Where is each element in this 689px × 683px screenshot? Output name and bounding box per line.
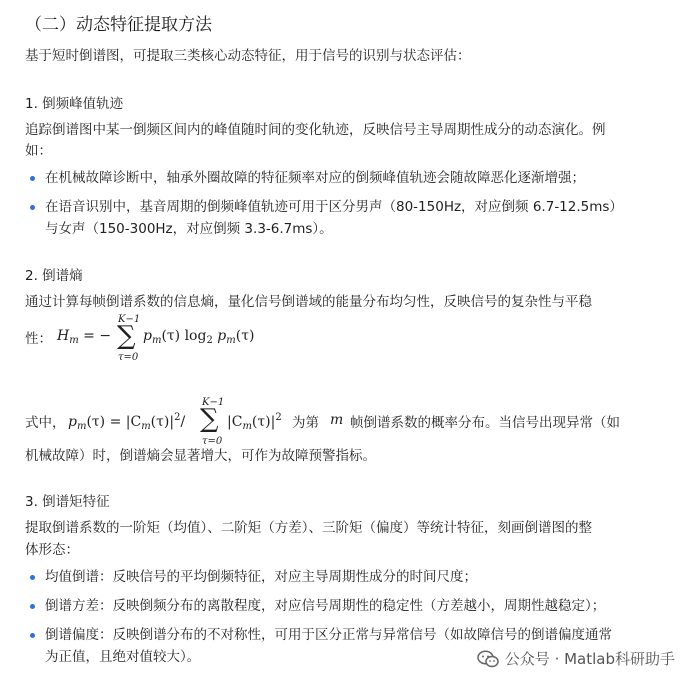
sum-sign-icon: ∑ [117, 321, 136, 351]
s1-bullet2-line2: 与女声（150-300Hz，对应倒频 3.3-6.7ms）。 [45, 221, 333, 237]
watermark [477, 648, 675, 669]
s1-bullet1: 在机械故障诊断中，轴承外圈故障的特征频率对应的倒频峰值轨迹会随故障恶化逐渐增强； [45, 170, 585, 186]
section-heading: （二）动态特征提取方法 [25, 15, 212, 35]
sum-sign-icon: ∑ [200, 404, 219, 434]
sum-lower-limit: τ=0 [118, 352, 139, 363]
bullet-dot [30, 604, 35, 609]
s1-title: 1. 倒频峰值轨迹 [25, 96, 124, 112]
sum-lower-limit: τ=0 [202, 436, 223, 447]
prob-formula-lhs: $p_m(\tau) = |C_m(\tau)|^2/$ [68, 412, 186, 432]
s2-para-line2: 性： [25, 331, 52, 347]
s3-para-line2: 体形态： [25, 542, 79, 558]
s2-para-end: 机械故障）时，倒谱熵会显著增大，可作为故障预警指标。 [25, 448, 376, 464]
s3-para-line1: 提取倒谱系数的一阶矩（均值）、二阶矩（方差）、三阶矩（偏度）等统计特征，刻画倒谱图的整 [25, 520, 592, 536]
s2-mid-text-2: 帧倒谱系数的概率分布。当信号出现异常（如 [350, 415, 620, 431]
bullet-dot [30, 575, 35, 580]
s1-bullet2-line1: 在语音识别中，基音周期的倒频峰值轨迹可用于区分男声（80-150Hz，对应倒频 6.7-12.5ms） [45, 199, 623, 215]
watermark-text: 公众号 · Matlab科研助手 [504, 650, 675, 668]
s3-bullet2: 倒谱方差：反映倒频分布的离散程度，对应信号周期性的稳定性（方差越小，周期性越稳定）； [45, 598, 606, 614]
prob-formula-rhs: $|C_m(\tau)|^2$ [227, 412, 282, 432]
formula-lhs: $H_m$ = − [57, 328, 112, 346]
wechat-icon [477, 650, 499, 668]
s3-bullet3-line1: 倒谱偏度：反映倒谱分布的不对称性，可用于区分正常与异常信号（如故障信号的倒谱偏度通常 [45, 627, 612, 643]
s2-where-label: 式中， [25, 415, 66, 431]
s1-para-line2: 如： [25, 143, 52, 159]
intro-text: 基于短时倒谱图，可提取三类核心动态特征，用于信号的识别与状态评估： [25, 48, 471, 64]
s3-bullet1: 均值倒谱：反映信号的平均倒频特征，对应主导周期性成分的时间尺度； [45, 569, 477, 585]
s2-para-line1: 通过计算每帧倒谱系数的信息熵，量化信号倒谱域的能量分布均匀性，反映信号的复杂性与平稳 [25, 294, 592, 310]
formula-rhs: $p_m(\tau)$ $\log_2 p_m(\tau)$ [143, 328, 255, 346]
m-variable: m [330, 412, 344, 428]
sum-upper-limit: K−1 [202, 397, 225, 408]
s2-title: 2. 倒谱熵 [25, 268, 83, 284]
sum-upper-limit: K−1 [118, 314, 141, 325]
s2-mid-text-1: 为第 [292, 415, 319, 431]
bullet-dot [30, 205, 35, 210]
bullet-dot [30, 176, 35, 181]
s3-bullet3-line2: 为正值，且绝对值较大）。 [45, 649, 201, 665]
s3-title: 3. 倒谱矩特征 [25, 494, 110, 510]
bullet-dot [30, 633, 35, 638]
s1-para-line1: 追踪倒谱图中某一倒频区间内的峰值随时间的变化轨迹，反映信号主导周期性成分的动态演化。例 [25, 122, 606, 138]
